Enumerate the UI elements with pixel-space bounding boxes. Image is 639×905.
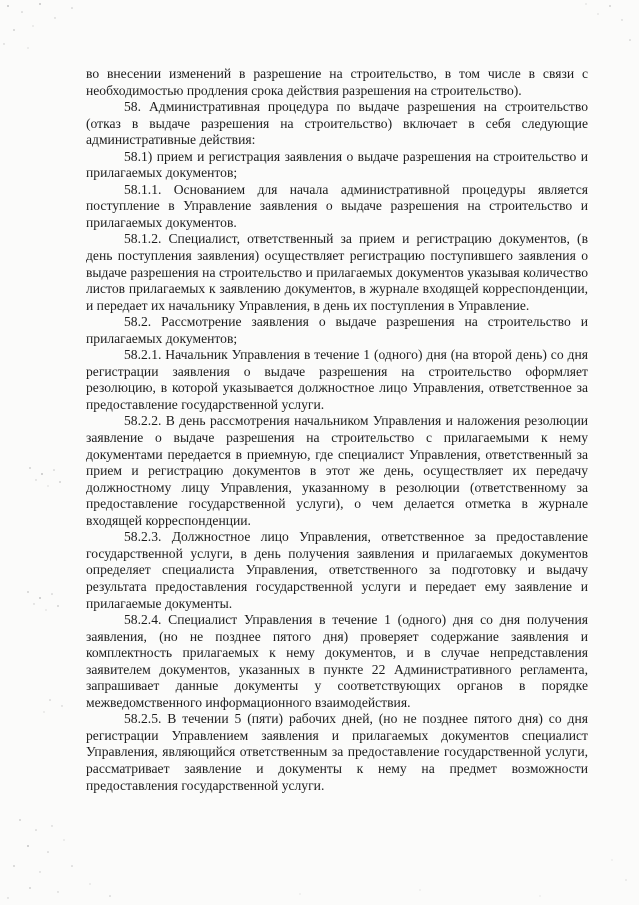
- paragraph-58-2-1: 58.2.1. Начальник Управления в течение 1 (одного) дня (на второй день) со дня регистрации заявления о выдаче разрешения на строительство оформляет резолюцию, в которой указывается должностное лицо Управления, ответственное за предоставление государственной услуги.: [86, 347, 588, 412]
- paragraph-58-2-5: 58.2.5. В течении 5 (пяти) рабочих дней, (но не позднее пятого дня) со дня регистрации Управлением заявления и прилагаемых документов специалист Управления, являющийся ответственным за предоставление государственной услуги, рассматривает заявление и документы к нему на предмет возможности предоставления государственной услуги.: [86, 711, 588, 793]
- paragraph-58: 58. Административная процедура по выдаче разрешения на строительство (отказ в выдаче разрешения на строительство) включает в себя следующие административные действия:: [86, 99, 588, 148]
- paragraph-58-2-2: 58.2.2. В день рассмотрения начальником Управления и наложения резолюции заявление о выдаче разрешения на строительство с прилагаемыми к нему документами передается в приемную, где специалист Управления, ответственный за прием и регистрацию документов в этот же день, осуществляет их передачу должностному лицу Управления, указанному в резолюции (ответственному за предоставление государственной услуги), о чем делается отметка в журнале входящей корреспонденции.: [86, 413, 588, 528]
- paragraph-58-1-2: 58.1.2. Специалист, ответственный за прием и регистрацию документов, (в день поступления заявления) осуществляет регистрацию поступившего заявления о выдаче разрешения на строительство и прилагаемых документов указывая количество листов прилагаемых к заявлению документов, в журнале входящей корреспонденции, и передает их начальнику Управления, в день их поступления в Управление.: [86, 231, 588, 313]
- paragraph-58-2-4: 58.2.4. Специалист Управления в течение 1 (одного) дня со дня получения заявления, (но не позднее пятого дня) проверяет содержание заявления и комплектность прилагаемых к нему документов, и в случае непредставления заявителем документов, указанных в пункте 22 Административного регламента, запрашивает данные документы у соответствующих органов в порядке межведомственного информационного взаимодействия.: [86, 612, 588, 710]
- paragraph-58-1-1: 58.1.1. Основанием для начала административной процедуры является поступление в Управление заявления о выдаче разрешения на строительство и прилагаемых документов.: [86, 181, 588, 230]
- paragraph-continuation: во внесении изменений в разрешение на строительство, в том числе в связи с необходимостью продления срока действия разрешения на строительство).: [86, 66, 588, 98]
- document-body: [86, 66, 588, 794]
- paragraph-58-2-3: 58.2.3. Должностное лицо Управления, ответственное за предоставление государственной услуги, в день получения заявления и прилагаемых документов определяет специалиста Управления, ответственного за подготовку и выдачу результата предоставления государственной услуги и передает ему заявление и прилагаемые документы.: [86, 529, 588, 611]
- paragraph-58-2: 58.2. Рассмотрение заявления о выдаче разрешения на строительство и прилагаемых документов;: [86, 314, 588, 346]
- paragraph-58-1: 58.1) прием и регистрация заявления о выдаче разрешения на строительство и прилагаемых документов;: [86, 148, 588, 181]
